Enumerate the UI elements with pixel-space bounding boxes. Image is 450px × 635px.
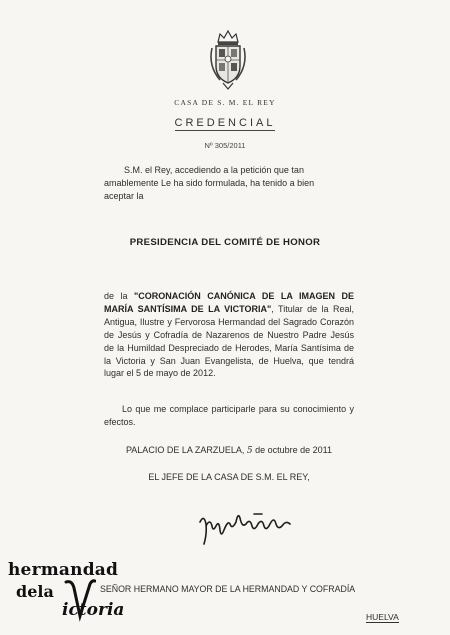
recipient-line: SEÑOR HERMANO MAYOR DE LA HERMANDAD Y COFRADÍA	[100, 584, 356, 594]
intro-line: S.M. el Rey, accediendo a la petición que tan	[124, 165, 304, 175]
intro-paragraph	[104, 164, 354, 203]
handwritten-signature	[192, 500, 302, 550]
day: 5	[246, 446, 253, 456]
closing-paragraph	[104, 403, 354, 429]
intro-line: amablemente Le ha sido formulada, ha tenido a bien	[104, 178, 315, 188]
recipient-city: HUELVA	[366, 612, 399, 622]
watermark-line1: hermandad	[8, 560, 119, 580]
closing-text: Lo que me complace participarle para su conocimiento y efectos.	[104, 404, 354, 427]
document-title	[0, 117, 450, 129]
issuer-name: CASA DE S. M. EL REY	[174, 98, 276, 107]
place-date	[104, 445, 354, 456]
body-prefix: de la	[104, 291, 128, 301]
event-name: "CORONACIÓN CANÓNICA DE LA IMAGEN DE MARÍA SANTÍSIMA DE LA VICTORIA"	[104, 291, 354, 314]
date-rest: de octubre de 2011	[255, 445, 333, 455]
intro-line: aceptar la	[104, 191, 144, 201]
appointment-title: PRESIDENCIA DEL COMITÉ DE HONOR	[129, 237, 321, 248]
document-type: CREDENCIAL	[174, 117, 276, 129]
royal-coat-of-arms-icon	[206, 28, 250, 90]
watermark-line3: ictoria	[62, 600, 125, 620]
document-number: Nº 305/2011	[204, 141, 246, 150]
body-text: , Titular de la Real, Antigua, Ilustre y Fervorosa Hermandad del Sagrado Corazón de Jesús y Cofradía de Nazarenos de Nuestro Padre Jesús de la Humildad Despreciado de Herodes, María Santísima de la Victoria y San Juan Evangelista, de Huelva, que tendrá lugar el 5 de mayo de 2012.	[104, 303, 354, 379]
watermark-line2: dela	[16, 582, 54, 601]
signatory-title: EL JEFE DE LA CASA DE S.M. EL REY,	[148, 472, 310, 482]
body-paragraph	[104, 290, 354, 380]
place: PALACIO DE LA ZARZUELA,	[125, 445, 245, 455]
brotherhood-watermark-logo	[4, 560, 124, 628]
